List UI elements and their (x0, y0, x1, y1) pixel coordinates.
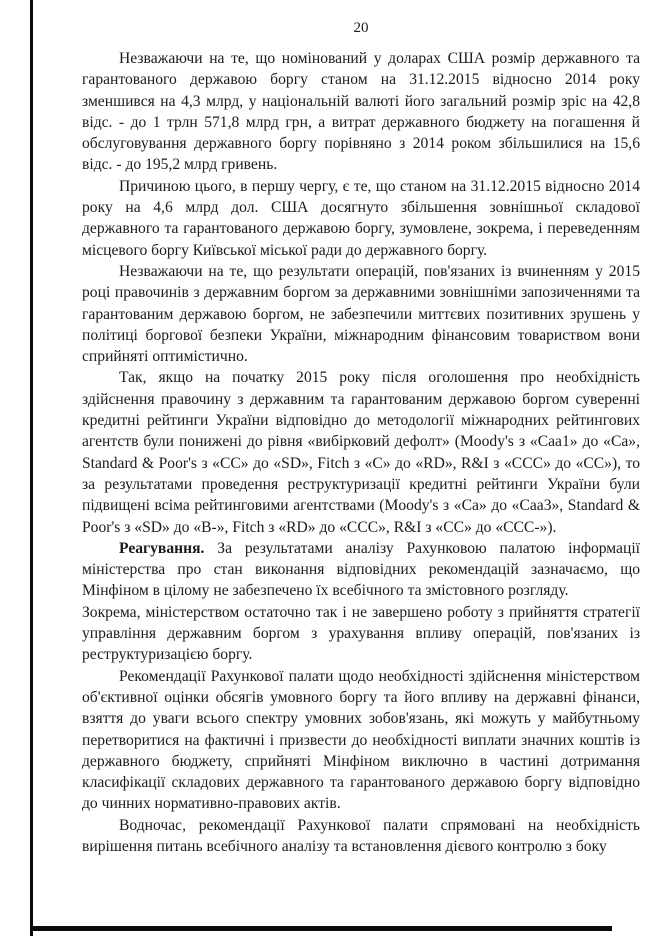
scan-artifact-bottom-edge (30, 926, 612, 931)
paragraph: Незважаючи на те, що номінований у доларах США розмір державного та гарантованого державою боргу станом на 31.12.2015 відносно 2014 року зменшився на 4,3 млрд, у національній валюті його загальний розмір зріс на 42,8 відс. - до 1 трлн 571,8 млрд грн, а витрат державного бюджету на погашення й обслуговування державного боргу порівняно з 2014 роком збільшилися на 15,6 відс. - до 195,2 млрд гривень. (82, 50, 640, 174)
page-number: 20 (353, 20, 369, 36)
paragraph: Рекомендації Рахункової палати щодо необхідності здійснення міністерством об'єктивної оцінки обсягів умовного боргу та його впливу на державні фінанси, взяття до уваги всього спектру умовних зобов'язань, які можуть у майбутньому перетворитися на фактичні і призвести до необхідності виплати значних коштів із державного бюджету, сприйняті Мінфіном виключно в частині дотримання класифікації складових державного та гарантованого державою боргу відповідно до чинних нормативно-правових актів. (82, 667, 640, 813)
paragraph: Водночас, рекомендації Рахункової палати спрямовані на необхідність вирішення питань всебічного аналізу та встановлення дієвого контролю з боку (82, 816, 640, 855)
document-body (82, 48, 640, 857)
scan-artifact-left-edge (30, 0, 33, 936)
paragraph: Реагування. За результатами аналізу Рахунковою палатою інформації міністерства про стан виконання відповідних рекомендацій зазначаємо, що Мінфіном в цілому не забезпечено їх всебічного та змістовного розгляду. (82, 539, 640, 600)
paragraph-lead: Реагування. (119, 539, 205, 557)
paragraph: Зокрема, міністерством остаточно так і не завершено роботу з прийняття стратегії управління державним боргом з урахування впливу операцій, пов'язаних із реструктуризацією боргу. (82, 603, 640, 664)
paragraph: Причиною цього, в першу чергу, є те, що станом на 31.12.2015 відносно 2014 року на 4,6 млрд дол. США досягнуто збільшення зовнішньої складової державного та гарантованого державою боргу, зумовлене, зокрема, і переведенням місцевого боргу Київської міської ради до державного боргу. (82, 177, 640, 259)
paragraph: Так, якщо на початку 2015 року після оголошення про необхідність здійснення правочину з державним та гарантованим державою боргом суверенні кредитні рейтинги України відповідно до методології міжнародних рейтингових агентств були понижені до рівня «вибірковий дефолт» (Moody's з «Caa1» до «Ca», Standard & Poor's з «CC» до «SD», Fitch з «C» до «RD», R&I з «CCC» до «CC»), то за результатами проведення реструктуризації кредитні рейтинги України були підвищені всіма рейтинговими агентствами (Moody's з «Ca» до «Caa3», Standard & Poor's з «SD» до «B-», Fitch з «RD» до «CCC», R&I з «CC» до «CCC-»). (82, 369, 640, 536)
paragraph: Незважаючи на те, що результати операцій, пов'язаних із вчиненням у 2015 році правочинів з державним боргом за державними зовнішніми запозиченнями та гарантованим державою боргом, не забезпечили миттєвих позитивних зрушень у політиці боргової безпеки України, міжнародним фінансовим товариством вони сприйняті оптимістично. (82, 262, 640, 366)
